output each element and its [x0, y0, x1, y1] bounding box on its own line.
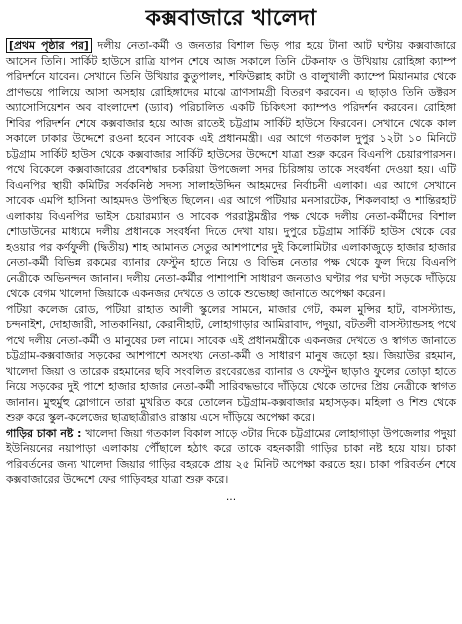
paragraph-3-text: খালেদা জিয়া গতকাল বিকাল সাড়ে ৩টার দিকে চট্টগ্রামের লোহাগাড়া উপজেলার পদুয়া ইউনিয়নের নয়াপাড়া এলাকায় পৌঁছালে হঠাৎ করে তাকে বহনকারী গাড়ির চাকা নষ্ট হয়ে যায়। চাকা পরিবর্তনের জন্য খালেদা জিয়ার গাড়ির বহরকে প্রায় ২৫ মিনিট অপেক্ষা করতে হয়। চাকা পরিবর্তন শেষে কক্সবাজারের উদ্দেশে ফের গাড়িবহর যাত্রা শুরু করে।	[6, 426, 456, 486]
paragraph-1-text: দলীয় নেতা-কর্মী ও জনতার বিশাল ভিড় পার হয়ে টানা আট ঘণ্টায় কক্সবাজারে আসেন তিনি। সার্কিট হাউসে রাত্রি যাপন শেষে আজ সকালে তিনি টেকনাফ ও উখিয়ায় রোহিঙ্গা ক্যাম্প পরিদর্শনে যাবেন। সেখানে তিনি উখিয়ার কুতুপালং, শফিউল্লাহ কাটা ও বালুখালী ক্যাম্পে মিয়ানমার থেকে প্রাণভয়ে পালিয়ে আসা অসহায় রোহিঙ্গাদের মাঝে ত্রাণসামগ্রী বিতরণ করবেন। এ ছাড়াও তিনি ডক্টরস অ্যাসোসিয়েশন অব বাংলাদেশ (ড্যাব) পরিচালিত একটি চিকিৎসা ক্যাম্পও পরিদর্শন করবেন। রোহিঙ্গা শিবির পরিদর্শন শেষে কক্সবাজার হয়ে আজ রাতেই চট্টগ্রাম সার্কিট হাউসে ফিরবেন। সেখানে থেকে কাল সকালে ঢাকার উদ্দেশে রওনা হবেন সাবেক এই প্রধানমন্ত্রী। এর আগে গতকাল দুপুর ১২টা ১০ মিনিটে চট্টগ্রাম সার্কিট হাউস থেকে কক্সবাজার সার্কিট হাউসের উদ্দেশে যাত্রা শুরু করেন বিএনপি চেয়ারপারসন। পথে বিকেলে কক্সবাজারের প্রবেশদ্বার চকরিয়া উপজেলা সদর চিরিঙ্গায় তাকে সংবর্ধনা দেওয়া হয়। এটি বিএনপির স্থায়ী কমিটির সর্বকনিষ্ঠ সদস্য সালাহউদ্দিন আহমদের নির্বাচনী এলাকা। এর আগে সেখানে সাবেক এমপি হাসিনা আহমদও উপস্থিত ছিলেন। এর আগে পটিয়ার মনসারটেক, শিকলবাহা ও শান্তিরহাট এলাকায় বিএনপির ভাইস চেয়ারম্যান ও সাবেক পররাষ্ট্রমন্ত্রীর পক্ষ থেকে দলীয় নেতা-কর্মীদের বিশাল শোডাউনের মাধ্যমে দলীয় প্রধানকে সংবর্ধনা দিতে দেখা যায়। দুপুরে চট্টগ্রাম সার্কিট হাউস থেকে বের হওয়ার পর কর্ণফুলী (দ্বিতীয়) শাহ আমানত সেতুর আশপাশের দুই কিলোমিটার এলাকাজুড়ে হাজার হাজার নেতা-কর্মী বিভিন্ন রকমের ব্যানার ফেস্টুন হাতে নিয়ে ও বিভিন্ন নেতার পক্ষ থেকে ফুল দিয়ে বিএনপি নেত্রীকে অভিনন্দন জানান। দলীয় নেতা-কর্মীর পাশাপাশি সাধারণ জনতাও ঘণ্টার পর ঘণ্টা সড়কে দাঁড়িয়ে থেকে বেগম খালেদা জিয়াকে একনজর দেখতে ও তাকে শুভেচ্ছা জানাতে অপেক্ষা করেন।	[6, 39, 456, 300]
headline: কক্সবাজারে খালেদা	[145, 6, 317, 31]
article-body	[6, 38, 456, 504]
continued-from-front-page-label: [প্রথম পৃষ্ঠার পর]	[6, 38, 92, 53]
paragraph-3	[6, 426, 456, 488]
paragraph-1	[6, 38, 456, 302]
continuation-marker: ...	[225, 489, 237, 503]
subheading-tire-damage: গাড়ির চাকা নষ্ট	[6, 426, 74, 440]
paragraph-2-text: পটিয়া কলেজ রোড, পটিয়া রাহাত আলী স্কুলের সামনে, মাজার গেট, কমল মুন্সির হাট, বাসস্ট্যান্ড, চন্দনাইশ, দোহাজারী, সাতকানিয়া, কেরানীহাট, লোহাগাড়ার আমিরাবাদ, পদুয়া, বটতলী বাসস্ট্যান্ডসহ পথে পথে দলীয় নেতা-কর্মী ও মানুষের ঢল নামে। সাবেক এই প্রধানমন্ত্রীকে একনজর দেখতে ও স্বাগত জানাতে চট্টগ্রাম-কক্সবাজার সড়কের আশপাশে অসংখ্য নেতা-কর্মী ও সাধারণ মানুষ জড়ো হয়। জিয়াউর রহমান, খালেদা জিয়া ও তারেক রহমানের ছবি সংবলিত রংবেরঙের ব্যানার ও ফেস্টুন ছাড়াও ফুলের তোড়া হাতে নিয়ে সড়কের দুই পাশে হাজার হাজার নেতা-কর্মী সারিবদ্ধভাবে দাঁড়িয়ে থেকে তাদের প্রিয় নেত্রীকে স্বাগত জানান। মুহুর্মুহু স্লোগানে তারা মুখরিত করে তোলেন চট্টগ্রাম-কক্সবাজার মহাসড়ক। মহিলা ও শিশু থেকে শুরু করে স্কুল-কলেজের ছাত্রছাত্রীরাও রাস্তায় এসে দাঁড়িয়ে অপেক্ষা করে।	[6, 302, 456, 424]
paragraph-2	[6, 302, 456, 426]
subheading-separator: :	[73, 426, 86, 440]
